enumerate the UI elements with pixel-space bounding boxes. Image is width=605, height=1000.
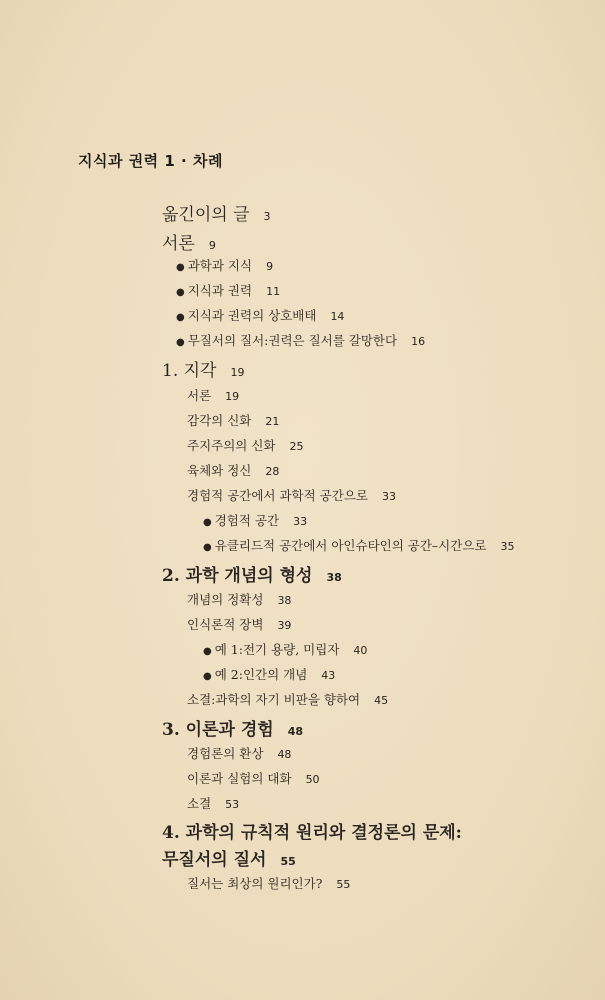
toc-chapter: [162, 818, 462, 843]
toc-entry: [187, 615, 291, 633]
toc-entry: [187, 411, 279, 429]
toc-entry-title: 서론: [162, 234, 195, 254]
toc-entry: [203, 640, 367, 658]
toc-entry: [203, 665, 335, 683]
toc-entry-page: 25: [289, 440, 304, 453]
bullet-icon: ●: [176, 337, 185, 348]
toc-entry-page: 16: [411, 335, 426, 348]
toc-entry-page: 14: [330, 310, 345, 323]
toc-entry-page: 48: [277, 748, 292, 761]
toc-entry: [187, 769, 320, 787]
toc-entry: [187, 690, 388, 708]
toc-entry-page: 53: [225, 798, 240, 811]
toc-entry-page: 50: [305, 773, 320, 786]
toc-entry-title: 질서는 최상의 원리인가?: [187, 876, 323, 891]
toc-entry-title: 서론: [187, 388, 212, 403]
toc-entry-page: 9: [266, 260, 274, 273]
bullet-icon: ●: [203, 542, 212, 553]
toc-entry: [176, 281, 280, 299]
toc-entry-title: 예 1:전기 용량, 미립자: [214, 642, 340, 657]
toc-entry-title: 과학과 지식: [187, 258, 253, 273]
toc-entry-title: 무질서의 질서: [162, 850, 267, 870]
toc-entry: [187, 590, 291, 608]
toc-entry-page: 39: [277, 619, 292, 632]
toc-entry-page: 33: [293, 515, 308, 528]
page-header: 지식과 권력 1 · 차례: [78, 152, 223, 170]
toc-entry-title: 인식론적 장벽: [187, 617, 264, 632]
toc-entry-title: 소결:과학의 자기 비판을 향하여: [187, 692, 361, 707]
toc-entry-page: 38: [277, 594, 292, 607]
bullet-icon: ●: [203, 517, 212, 528]
toc-entry-title: 옮긴이의 글: [162, 205, 250, 225]
toc-entry: [187, 386, 239, 404]
toc-entry-page: 45: [374, 694, 389, 707]
toc-entry-page: 40: [353, 644, 368, 657]
toc-entry-title: 4. 과학의 규칙적 원리와 결정론의 문제:: [162, 823, 462, 843]
toc-entry: [187, 744, 291, 762]
toc-entry-title: 1. 지각: [162, 361, 217, 381]
toc-entry-page: 48: [287, 725, 304, 738]
toc-entry-page: 19: [225, 390, 240, 403]
toc-entry-page: 9: [208, 239, 216, 252]
toc-entry-title: 3. 이론과 경험: [162, 720, 274, 740]
toc-entry-page: 33: [381, 490, 396, 503]
toc-entry-title: 개념의 정확성: [187, 592, 264, 607]
toc-entry-title: 경험적 공간에서 과학적 공간으로: [187, 488, 368, 503]
toc-entry: [162, 229, 216, 254]
toc-entry: [162, 200, 271, 225]
toc-entry: [187, 461, 279, 479]
bullet-icon: ●: [176, 262, 185, 273]
toc-entry: [187, 486, 396, 504]
toc-entry: [203, 536, 514, 554]
toc-chapter: [162, 561, 342, 586]
toc-chapter-continued: [162, 845, 296, 870]
toc-entry-page: 3: [263, 210, 271, 223]
toc-entry-title: 경험적 공간: [214, 513, 280, 528]
toc-entry: [176, 331, 425, 349]
toc-entry: [187, 436, 304, 454]
toc-entry-title: 주지주의의 신화: [187, 438, 276, 453]
toc-entry-title: 무질서의 질서:권력은 질서를 갈망한다: [187, 333, 398, 348]
toc-entry-title: 경험론의 환상: [187, 746, 264, 761]
toc-chapter: [162, 356, 244, 381]
toc-entry-page: 35: [500, 540, 515, 553]
toc-entry: [187, 874, 350, 892]
toc-chapter: [162, 715, 303, 740]
bullet-icon: ●: [203, 646, 212, 657]
toc-entry-title: 소결: [187, 796, 212, 811]
toc-entry-title: 이론과 실험의 대화: [187, 771, 292, 786]
toc-entry-page: 11: [266, 285, 281, 298]
toc-entry: [176, 306, 344, 324]
toc-entry: [176, 256, 273, 274]
toc-entry-title: 육체와 정신: [187, 463, 252, 478]
bullet-icon: ●: [176, 287, 185, 298]
toc-entry-title: 유클리드적 공간에서 아인슈타인의 공간–시간으로: [214, 538, 487, 553]
bullet-icon: ●: [203, 671, 212, 682]
toc-entry-page: 38: [326, 571, 342, 584]
toc-entry-title: 감각의 신화: [187, 413, 252, 428]
toc-entry-page: 55: [336, 878, 351, 891]
toc-entry-title: 지식과 권력: [187, 283, 253, 298]
toc-entry-page: 28: [265, 465, 280, 478]
bullet-icon: ●: [176, 312, 185, 323]
toc-entry-title: 예 2:인간의 개념: [214, 667, 308, 682]
toc-entry-page: 21: [265, 415, 280, 428]
toc-entry-title: 지식과 권력의 상호배태: [187, 308, 317, 323]
toc-entry: [203, 511, 307, 529]
toc-entry-page: 55: [280, 855, 296, 868]
toc-entry-title: 2. 과학 개념의 형성: [162, 566, 313, 586]
toc-entry-page: 43: [321, 669, 336, 682]
toc-entry: [187, 794, 239, 812]
toc-entry-page: 19: [230, 366, 245, 379]
